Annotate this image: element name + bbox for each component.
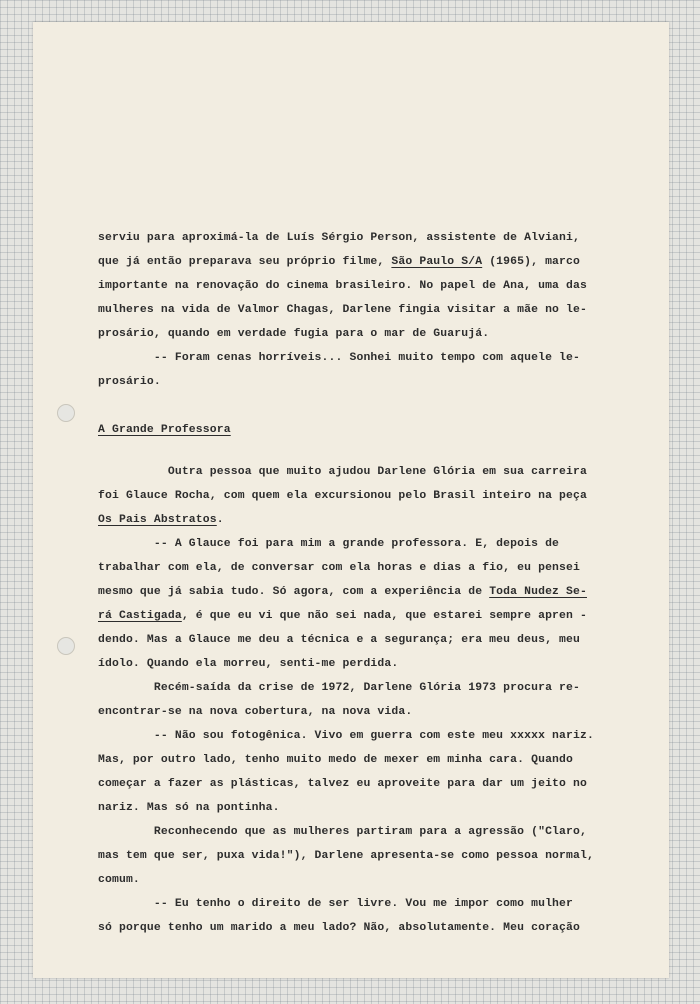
text-segment: -- Foram cenas horríveis... Sonhei muito tempo com aquele le- [98, 352, 580, 364]
text-line [98, 508, 636, 532]
text-line [98, 418, 636, 442]
text-line [98, 346, 636, 370]
text-line [98, 676, 636, 700]
text-segment: que já então preparava seu próprio filme, [98, 256, 392, 268]
text-segment: mas tem que ser, puxa vida!"), Darlene apresenta-se como pessoa normal, [98, 850, 594, 862]
text-line [98, 820, 636, 844]
text-segment: ídolo. Quando ela morreu, senti-me perdida. [98, 658, 399, 670]
text-line [98, 484, 636, 508]
text-segment: serviu para aproximá-la de Luís Sérgio Person, assistente de Alviani, [98, 232, 580, 244]
text-segment: prosário, quando em verdade fugia para o mar de Guarujá. [98, 328, 490, 340]
underlined-title: Os Pais Abstratos [98, 514, 217, 526]
text-segment: Mas, por outro lado, tenho muito medo de mexer em minha cara. Quando [98, 754, 574, 766]
text-segment: , é que eu vi que não sei nada, que estarei sempre apren - [181, 610, 587, 622]
text-line [98, 724, 636, 748]
text-line [98, 796, 636, 820]
text-segment: foi Glauce Rocha, com quem ela excursionou pelo Brasil inteiro na peça [98, 490, 587, 502]
text-line [98, 916, 636, 940]
text-line [98, 772, 636, 796]
text-line [98, 226, 636, 250]
punch-hole [57, 637, 75, 655]
text-line [98, 298, 636, 322]
text-line [98, 460, 636, 484]
underlined-title: Toda Nudez Se- [489, 586, 587, 598]
text-line [98, 604, 636, 628]
text-segment: Recém-saída da crise de 1972, Darlene Glória 1973 procura re- [98, 682, 580, 694]
punch-hole [57, 404, 75, 422]
underlined-title: A Grande Professora [98, 424, 231, 436]
text-line [98, 556, 636, 580]
text-segment: Outra pessoa que muito ajudou Darlene Glória em sua carreira [98, 466, 587, 478]
text-line [98, 628, 636, 652]
text-segment: encontrar-se na nova cobertura, na nova vida. [98, 706, 413, 718]
text-segment: só porque tenho um marido a meu lado? Não, absolutamente. Meu coração [98, 922, 580, 934]
text-segment: -- A Glauce foi para mim a grande professora. E, depois de [98, 538, 560, 550]
text-segment: nariz. Mas só na pontinha. [98, 802, 280, 814]
text-segment: trabalhar com ela, de conversar com ela horas e dias a fio, eu pensei [98, 562, 580, 574]
text-line [98, 652, 636, 676]
text-line [98, 532, 636, 556]
text-segment: importante na renovação do cinema brasileiro. No papel de Ana, uma das [98, 280, 587, 292]
text-line [98, 844, 636, 868]
text-segment: Reconhecendo que as mulheres partiram para a agressão ("Claro, [98, 826, 587, 838]
blank-line [98, 442, 636, 460]
text-segment: começar a fazer as plásticas, talvez eu aproveite para dar um jeito no [98, 778, 587, 790]
text-line [98, 892, 636, 916]
text-segment: dendo. Mas a Glauce me deu a técnica e a segurança; era meu deus, meu [98, 634, 580, 646]
text-segment: mesmo que já sabia tudo. Só agora, com a experiência de [98, 586, 490, 598]
text-segment: comum. [98, 874, 140, 886]
text-line [98, 700, 636, 724]
text-line [98, 748, 636, 772]
blank-line [98, 394, 636, 418]
text-segment: prosário. [98, 376, 161, 388]
text-line [98, 250, 636, 274]
underlined-title: São Paulo S/A [391, 256, 483, 268]
text-line [98, 322, 636, 346]
underlined-title: rá Castigada [98, 610, 182, 622]
text-line [98, 370, 636, 394]
text-line [98, 274, 636, 298]
text-segment: (1965), marco [482, 256, 580, 268]
text-segment: mulheres na vida de Valmor Chagas, Darlene fingia visitar a mãe no le- [98, 304, 587, 316]
text-line [98, 868, 636, 892]
page-text [98, 226, 636, 940]
text-segment: -- Não sou fotogênica. Vivo em guerra com este meu xxxxx nariz. [98, 730, 594, 742]
text-segment: . [216, 514, 224, 526]
text-segment: -- Eu tenho o direito de ser livre. Vou me impor como mulher [98, 898, 574, 910]
text-line [98, 580, 636, 604]
